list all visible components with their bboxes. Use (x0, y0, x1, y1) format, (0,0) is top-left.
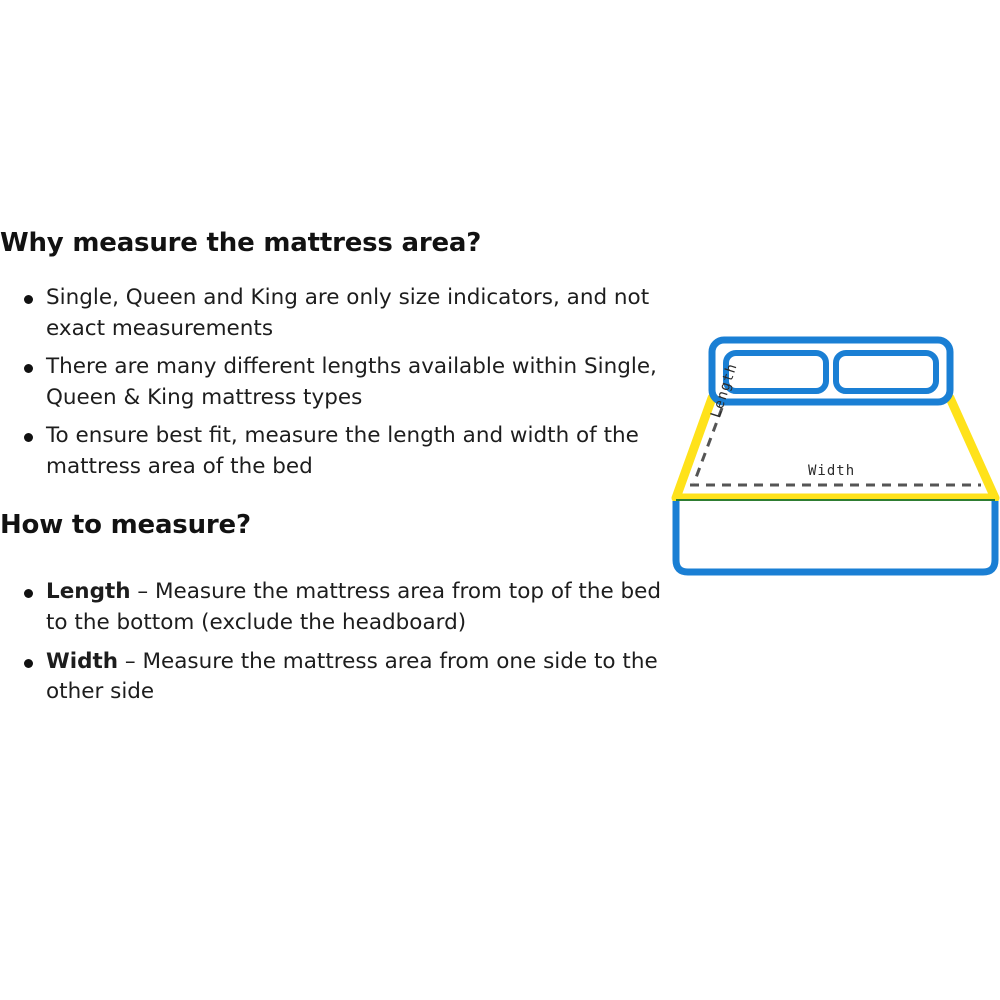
how-to-measure-heading: How to measure? (0, 510, 251, 541)
list-item (0, 421, 672, 482)
text-column (0, 228, 672, 716)
why-measure-heading: Why measure the mattress area? (0, 228, 482, 258)
bullet-text: There are many different lengths available within Single, Queen & King mattress types (46, 354, 657, 410)
bed-base-outline (676, 501, 995, 572)
list-item (0, 577, 672, 638)
list-item (0, 283, 672, 344)
how-to-measure-bullets (0, 577, 672, 707)
bullet-text: – Measure the mattress area from one side to the other side (46, 648, 658, 705)
list-item (0, 352, 672, 413)
pillow-right (836, 353, 936, 391)
length-label: Length (708, 361, 741, 420)
bed-measurement-diagram (650, 320, 1000, 605)
bullet-lead-length: Length (46, 579, 131, 605)
width-label: Width (808, 463, 856, 479)
bullet-text: Single, Queen and King are only size indicators, and not exact measurements (46, 285, 650, 341)
bullet-lead-width: Width (46, 648, 119, 674)
bullet-text: To ensure best fit, measure the length and width of the mattress area of the bed (46, 423, 639, 479)
pillow-left (726, 353, 826, 391)
why-measure-bullets (0, 283, 672, 482)
list-item (0, 647, 672, 708)
bullet-text: – Measure the mattress area from top of the bed to the bottom (exclude the headboard) (46, 579, 662, 635)
